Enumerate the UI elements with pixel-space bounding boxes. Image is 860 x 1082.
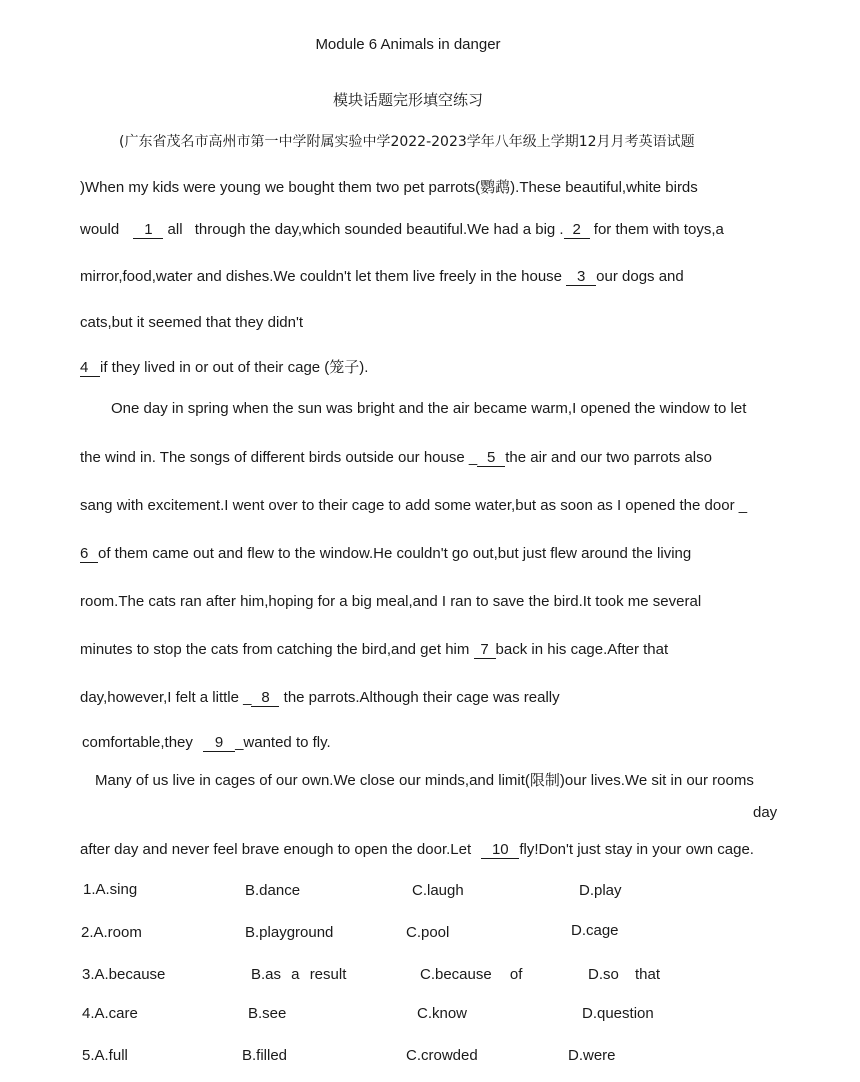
option-b: B.dance bbox=[245, 882, 301, 899]
passage-text: after day and never feel brave enough to open the door.Let bbox=[80, 841, 472, 858]
option-a: 1.A.sing bbox=[83, 881, 138, 898]
passage-text: if they lived in or out of their cage (笼子). bbox=[100, 359, 369, 376]
page-subtitle: 模块话题完形填空练习 bbox=[332, 91, 483, 109]
passage-line bbox=[80, 641, 668, 659]
blank-5: 5 bbox=[477, 450, 505, 467]
option-a: 2.A.room bbox=[81, 924, 142, 941]
passage-text: our dogs and bbox=[596, 268, 684, 285]
passage-line bbox=[80, 268, 684, 286]
passage-text: )When my kids were young we bought them two pet parrots(鹦鹉).These beautiful,white birds bbox=[80, 179, 698, 196]
blank-8: 8 bbox=[251, 690, 279, 707]
passage-line bbox=[80, 545, 691, 563]
passage-text: minutes to stop the cats from catching the bird,and get him bbox=[80, 641, 470, 658]
passage-text: of them came out and flew to the window.He couldn't go out,but just flew around the living bbox=[98, 545, 692, 562]
passage-text: the air and our two parrots also bbox=[505, 449, 712, 466]
passage-text: through the day,which sounded beautiful.We had a big . bbox=[194, 221, 564, 238]
passage-text: room.The cats ran after him,hoping for a big meal,and I ran to save the bird.It took me several bbox=[80, 593, 702, 610]
passage-text: for them with toys,a bbox=[593, 221, 724, 238]
passage-text: sang with excitement.I went over to their cage to add some water,but as soon as I opened the door _ bbox=[80, 497, 748, 514]
page-title: Module 6 Animals in danger bbox=[315, 36, 501, 53]
source-note: (广东省茂名市高州市第一中学附属实验中学2022-2023学年八年级上学期12月月考英语试题 bbox=[119, 134, 695, 150]
blank-4: 4 bbox=[80, 360, 100, 377]
blank-7: 7 bbox=[474, 642, 496, 659]
passage-text: One day in spring when the sun was bright and the air became warm,I opened the window to let bbox=[111, 400, 747, 417]
passage-text: all bbox=[167, 221, 183, 238]
passage-text: _wanted to fly. bbox=[235, 734, 331, 751]
option-b: B.see bbox=[248, 1005, 287, 1022]
option-d: D.question bbox=[582, 1005, 654, 1022]
blank-9: 9 bbox=[203, 735, 235, 752]
option-c: C.because of bbox=[420, 966, 523, 983]
blank-1: 1 bbox=[133, 222, 163, 239]
blank-6: 6 bbox=[80, 546, 98, 563]
passage-text: the parrots.Although their cage was really bbox=[283, 689, 560, 706]
blank-10: 10 bbox=[481, 842, 519, 859]
passage-text: cats,but it seemed that they didn't bbox=[80, 314, 303, 331]
option-a: 4.A.care bbox=[82, 1005, 138, 1022]
passage-text: back in his cage.After that bbox=[495, 641, 669, 658]
option-d: D.were bbox=[568, 1047, 616, 1064]
option-a: 3.A.because bbox=[82, 966, 166, 983]
blank-2: 2 bbox=[564, 222, 590, 239]
passage-text: day,however,I felt a little _ bbox=[80, 689, 252, 706]
passage-text: fly!Don't just stay in your own cage. bbox=[519, 841, 754, 858]
option-b: B.filled bbox=[242, 1047, 288, 1064]
passage-text: the wind in. The songs of different birds outside our house _ bbox=[80, 449, 478, 466]
passage-text: day bbox=[753, 804, 778, 821]
option-d: D.so that bbox=[588, 966, 661, 983]
passage-text: mirror,food,water and dishes.We couldn't let them live freely in the house bbox=[80, 268, 562, 285]
option-a: 5.A.full bbox=[82, 1047, 128, 1064]
passage-line bbox=[80, 689, 560, 707]
passage-line bbox=[80, 176, 730, 197]
passage-text: Many of us live in cages of our own.We close our minds,and limit(限制)our lives.We sit in our rooms bbox=[95, 772, 754, 789]
passage-line bbox=[80, 221, 724, 239]
option-d: D.play bbox=[579, 882, 622, 899]
passage-line bbox=[80, 841, 754, 859]
passage-line bbox=[80, 449, 712, 467]
passage-text: would bbox=[80, 221, 120, 238]
blank-3: 3 bbox=[566, 269, 596, 286]
passage-line bbox=[80, 356, 368, 377]
passage-line bbox=[82, 734, 331, 752]
option-c: C.crowded bbox=[406, 1047, 478, 1064]
option-c: C.laugh bbox=[412, 882, 464, 899]
passage-text: comfortable,they bbox=[82, 734, 193, 751]
option-d: D.cage bbox=[571, 922, 619, 939]
option-b: B.playground bbox=[245, 924, 334, 941]
option-c: C.know bbox=[417, 1005, 468, 1022]
option-c: C.pool bbox=[406, 924, 450, 941]
option-b: B.as a result bbox=[251, 966, 347, 983]
